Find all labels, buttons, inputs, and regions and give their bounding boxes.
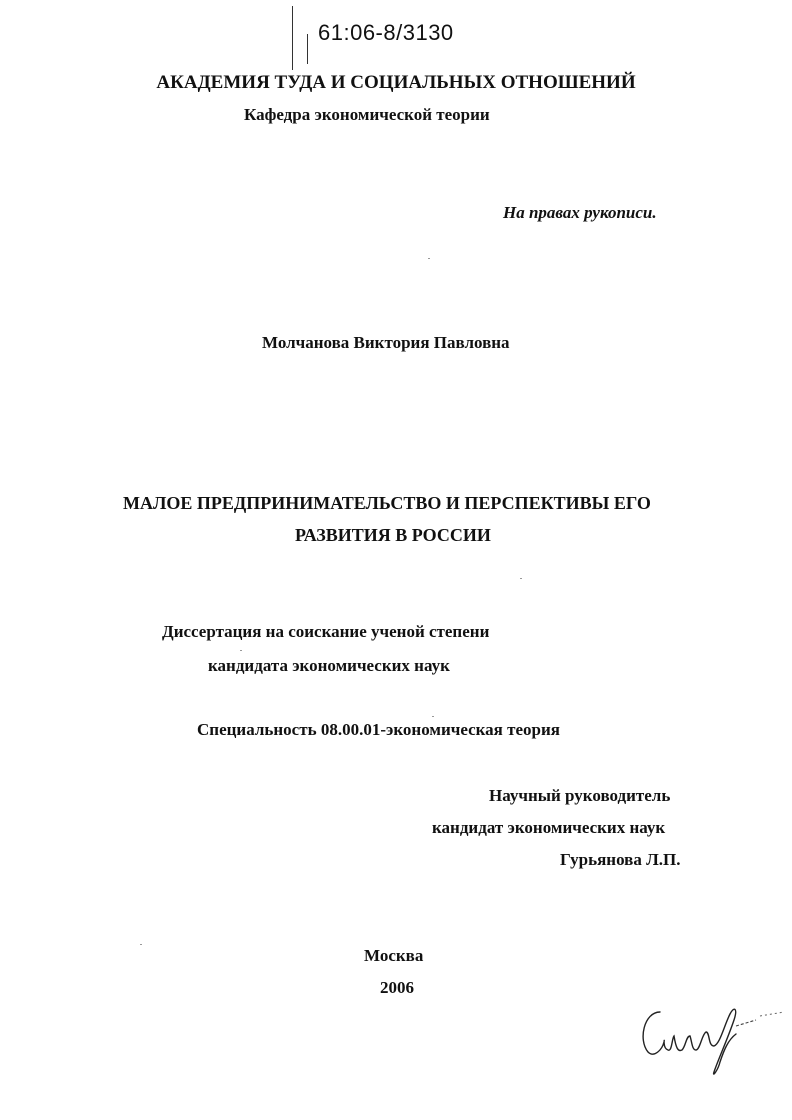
rights-note: На правах рукописи. [503,203,657,222]
city: Москва [364,946,424,965]
institution-name: АКАДЕМИЯ ТУДА И СОЦИАЛЬНЫХ ОТНОШЕНИЙ [156,72,636,93]
degree-statement-line-2: кандидата экономических наук [208,656,450,675]
scan-speck [428,258,430,259]
archive-code: 61:06-8/3130 [318,20,454,45]
scan-speck [140,944,142,945]
supervisor-degree: кандидат экономических наук [432,818,666,837]
supervisor-name: Гурьянова Л.П. [560,850,681,869]
department-name: Кафедра экономической теории [244,105,490,124]
scan-speck [432,716,434,717]
scan-artifact-line [307,34,308,64]
dissertation-title-line-2: РАЗВИТИЯ В РОССИИ [295,525,491,545]
handwritten-signature-icon [632,990,792,1080]
year: 2006 [380,978,414,997]
dissertation-title-line-1: МАЛОЕ ПРЕДПРИНИМАТЕЛЬСТВО И ПЕРСПЕКТИВЫ ЕГО [123,493,651,513]
author-name: Молчанова Виктория Павловна [262,333,510,352]
scan-speck [240,650,242,651]
supervisor-label: Научный руководитель [489,786,671,805]
specialty: Специальность 08.00.01-экономическая теория [197,720,560,739]
scan-speck [520,578,522,579]
scan-artifact-line [292,6,293,70]
degree-statement-line-1: Диссертация на соискание ученой степени [162,622,490,641]
